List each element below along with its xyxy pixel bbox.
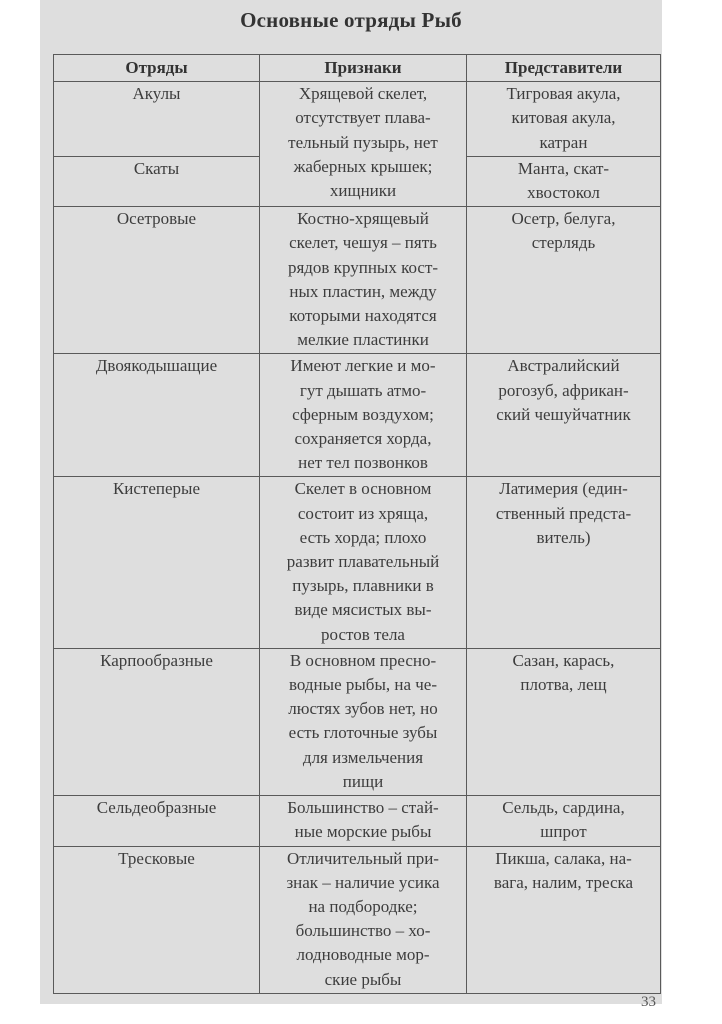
- header-orders: Отряды: [54, 55, 260, 82]
- table-row: [54, 82, 661, 157]
- signs-cell: Имеют легкие и мо- гут дышать атмо- сферным воздухом; сохраняется хорда, нет тел позвонков: [260, 354, 467, 477]
- order-cell: Скаты: [54, 156, 260, 206]
- order-cell: Кистеперые: [54, 477, 260, 648]
- page-number: 33: [641, 994, 656, 1010]
- signs-cell: Костно-хрящевый скелет, чешуя – пять рядов крупных кост- ных пластин, между которыми находятся мелкие пластинки: [260, 207, 467, 354]
- header-signs: Признаки: [260, 55, 467, 82]
- table-row: [54, 846, 661, 993]
- representatives-cell: Пикша, салака, на- вага, налим, треска: [467, 846, 661, 993]
- fish-orders-table: [53, 54, 661, 994]
- signs-cell: Хрящевой скелет, отсутствует плава- тельный пузырь, нет жаберных крышек; хищники: [260, 82, 467, 207]
- page-title: Основные отряды Рыб: [240, 8, 462, 32]
- header-representatives: Представители: [467, 55, 661, 82]
- order-cell: Сельдеобразные: [54, 796, 260, 846]
- table-row: [54, 207, 661, 354]
- order-cell: Карпообразные: [54, 648, 260, 795]
- order-cell: Осетровые: [54, 207, 260, 354]
- representatives-cell: Сельдь, сардина, шпрот: [467, 796, 661, 846]
- signs-cell: Большинство – стай- ные морские рыбы: [260, 796, 467, 846]
- representatives-cell: Осетр, белуга, стерлядь: [467, 207, 661, 354]
- signs-cell: В основном пресно- водные рыбы, на че- люстях зубов нет, но есть глоточные зубы для измельчения пищи: [260, 648, 467, 795]
- signs-cell: Скелет в основном состоит из хряща, есть хорда; плохо развит плавательный пузырь, плавники в виде мясистых вы- ростов тела: [260, 477, 467, 648]
- table-header-row: [54, 55, 661, 82]
- representatives-cell: Сазан, карась, плотва, лещ: [467, 648, 661, 795]
- order-cell: Тресковые: [54, 846, 260, 993]
- table-row: [54, 796, 661, 846]
- order-cell: Двоякодышащие: [54, 354, 260, 477]
- order-cell: Акулы: [54, 82, 260, 157]
- representatives-cell: Тигровая акула, китовая акула, катран: [467, 82, 661, 157]
- representatives-cell: Манта, скат- хвостокол: [467, 156, 661, 206]
- table-row: [54, 477, 661, 648]
- table-row: [54, 354, 661, 477]
- representatives-cell: Латимерия (един- ственный предста- витель): [467, 477, 661, 648]
- representatives-cell: Австралийский рогозуб, африкан- ский чешуйчатник: [467, 354, 661, 477]
- table-row: [54, 648, 661, 795]
- signs-cell: Отличительный при- знак – наличие усика на подбородке; большинство – хо- лодноводные мор- ские рыбы: [260, 846, 467, 993]
